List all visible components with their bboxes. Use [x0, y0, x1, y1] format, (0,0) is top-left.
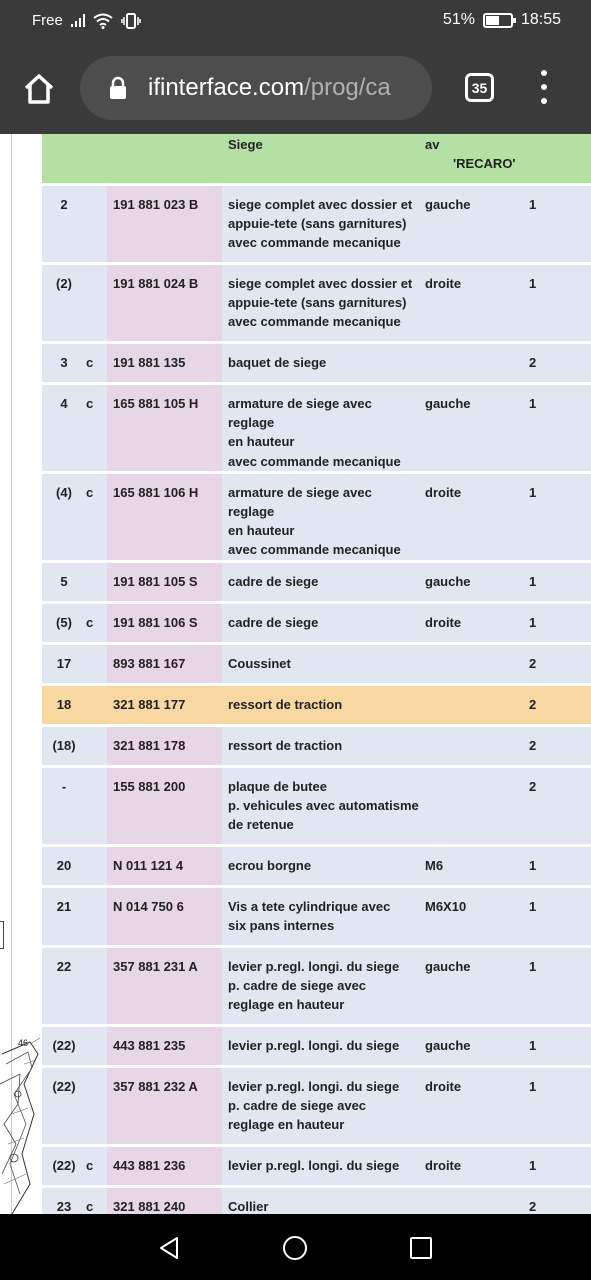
cell-pos: 3 — [42, 344, 86, 385]
table-row — [42, 1188, 591, 1214]
cell-flag — [86, 888, 107, 948]
cell-side: droite — [421, 1147, 519, 1188]
table-row — [42, 768, 591, 847]
desc-line: ressort de traction — [228, 696, 343, 712]
cell-qty: 1 — [519, 888, 591, 948]
cell-qty: 1 — [519, 385, 591, 474]
cell-qty: 2 — [519, 727, 591, 768]
cell-side: M6 — [421, 847, 519, 888]
desc-line: armature de siege avec reglage — [228, 396, 372, 431]
table-row — [42, 385, 591, 474]
desc-line: cadre de siege — [228, 573, 319, 589]
cell-side: gauche — [421, 186, 519, 265]
battery-percent: 51% — [442, 11, 475, 28]
cell-ref: 321 881 177 — [107, 686, 222, 727]
cell-side — [421, 344, 519, 385]
table-row — [42, 265, 591, 344]
table-row — [42, 474, 591, 563]
desc-line: Coussinet — [228, 655, 291, 671]
cell-flag: c — [86, 604, 107, 645]
cell-flag — [86, 847, 107, 888]
header-side — [421, 134, 591, 186]
url-path: /prog/ca — [304, 74, 391, 101]
cell-qty: 2 — [519, 768, 591, 847]
cell-pos: 17 — [42, 645, 86, 686]
cell-ref: 321 881 240 — [107, 1188, 222, 1214]
cell-flag: c — [86, 344, 107, 385]
cell-desc — [222, 686, 421, 727]
url-domain: ifinterface.com — [148, 74, 305, 101]
desc-line: siege complet avec dossier et — [228, 276, 413, 291]
table-row — [42, 1147, 591, 1188]
vibrate-icon — [121, 13, 141, 29]
cell-desc — [222, 888, 421, 948]
cell-ref: 443 881 236 — [107, 1147, 222, 1188]
cell-ref: N 011 121 4 — [107, 847, 222, 888]
cell-side: droite — [421, 1068, 519, 1147]
table-header-row — [42, 134, 591, 186]
table-row — [42, 604, 591, 645]
cell-desc — [222, 604, 421, 645]
desc-line: levier p.regl. longi. du siege — [228, 958, 400, 974]
cell-desc — [222, 645, 421, 686]
cell-desc — [222, 1188, 421, 1214]
cell-side: droite — [421, 265, 519, 344]
cell-qty: 1 — [519, 474, 591, 563]
cell-pos: 21 — [42, 888, 86, 948]
cell-flag: c — [86, 474, 107, 563]
desc-line: ecrou borgne — [228, 857, 312, 873]
home-icon — [22, 73, 56, 105]
desc-line: appuie-tete (sans garnitures) — [228, 216, 407, 232]
table-row — [42, 888, 591, 948]
header-qty-label: 'RECARO' — [453, 156, 516, 171]
cell-pos: (22) — [42, 1147, 86, 1188]
home-button[interactable] — [18, 68, 60, 110]
cell-side: M6X10 — [421, 888, 519, 948]
cell-ref: N 014 750 6 — [107, 888, 222, 948]
cell-desc — [222, 186, 421, 265]
cell-desc — [222, 948, 421, 1027]
cell-desc — [222, 768, 421, 847]
cell-pos: (18) — [42, 727, 86, 768]
cell-side — [421, 686, 519, 727]
desc-line: armature de siege avec reglage — [228, 484, 372, 520]
cell-qty: 1 — [519, 563, 591, 604]
cell-flag — [86, 645, 107, 686]
url-bar[interactable] — [80, 56, 432, 120]
lock-icon — [108, 76, 128, 100]
cell-pos: 4 — [42, 385, 86, 474]
desc-line: avec commande mecanique — [228, 314, 401, 330]
battery-icon — [483, 13, 513, 28]
cell-desc — [222, 1027, 421, 1068]
cell-desc — [222, 474, 421, 563]
status-bar — [0, 0, 591, 42]
overflow-menu-button[interactable] — [536, 70, 552, 104]
table-row — [42, 186, 591, 265]
clock: 18:55 — [520, 11, 561, 28]
header-flag — [86, 134, 107, 186]
cell-desc — [222, 847, 421, 888]
cell-pos: (22) — [42, 1027, 86, 1068]
figure-number: 46 — [18, 1038, 29, 1048]
desc-line: plaque de butee — [228, 778, 327, 794]
cell-ref: 321 881 178 — [107, 727, 222, 768]
cell-flag — [86, 727, 107, 768]
cell-side: gauche — [421, 385, 519, 474]
cell-ref: 357 881 232 A — [107, 1068, 222, 1147]
browser-toolbar — [0, 42, 591, 134]
cell-ref: 155 881 200 — [107, 768, 222, 847]
cell-qty: 1 — [519, 847, 591, 888]
desc-line: levier p.regl. longi. du siege — [228, 1157, 400, 1173]
desc-line: reglage en hauteur — [228, 997, 345, 1013]
cell-flag — [86, 768, 107, 847]
desc-line: cadre de siege — [228, 614, 319, 630]
cell-pos: 23 — [42, 1188, 86, 1214]
cell-side: droite — [421, 604, 519, 645]
cell-pos: - — [42, 768, 86, 847]
header-pos — [42, 134, 86, 186]
desc-line: six pans internes — [228, 917, 335, 933]
desc-line: baquet de siege — [228, 355, 327, 370]
cell-ref: 191 881 105 S — [107, 563, 222, 604]
desc-line: avec commande mecanique — [228, 453, 401, 469]
home-circle-icon[interactable] — [283, 1236, 307, 1260]
cell-desc — [222, 265, 421, 344]
wifi-icon — [93, 13, 113, 29]
cell-ref: 191 881 106 S — [107, 604, 222, 645]
desc-line: p. cadre de siege avec — [228, 1097, 367, 1113]
cell-flag — [86, 563, 107, 604]
desc-line: ressort de traction — [228, 737, 343, 753]
tab-switcher-button[interactable] — [465, 73, 494, 102]
cell-qty: 1 — [519, 1147, 591, 1188]
cell-ref: 893 881 167 — [107, 645, 222, 686]
table-row — [42, 727, 591, 768]
cell-ref: 191 881 024 B — [107, 265, 222, 344]
cell-desc — [222, 727, 421, 768]
back-icon[interactable] — [158, 1236, 180, 1260]
menu-dot-icon — [541, 84, 547, 90]
menu-dot-icon — [541, 70, 547, 76]
cell-pos: 20 — [42, 847, 86, 888]
desc-line: en hauteur — [228, 434, 295, 450]
url-text — [148, 74, 391, 102]
table-row — [42, 847, 591, 888]
desc-line: en hauteur — [228, 523, 295, 539]
cell-pos: (22) — [42, 1068, 86, 1147]
seat-diagram-image — [0, 1024, 44, 1214]
table-row — [42, 1068, 591, 1147]
cell-flag — [86, 1068, 107, 1147]
cell-ref: 165 881 105 H — [107, 385, 222, 474]
cell-ref: 443 881 235 — [107, 1027, 222, 1068]
table-row — [42, 563, 591, 604]
cell-side — [421, 727, 519, 768]
cell-qty: 1 — [519, 265, 591, 344]
cell-flag — [86, 186, 107, 265]
cell-qty: 1 — [519, 186, 591, 265]
cell-qty: 1 — [519, 1068, 591, 1147]
parts-table — [42, 134, 591, 1214]
cell-flag — [86, 265, 107, 344]
desc-line: levier p.regl. longi. du siege — [228, 1037, 400, 1053]
carrier-label: Free — [32, 12, 63, 29]
cell-qty: 2 — [519, 344, 591, 385]
cell-flag — [86, 1027, 107, 1068]
table-row — [42, 948, 591, 1027]
desc-line: avec commande mecanique — [228, 235, 401, 251]
cell-side: gauche — [421, 563, 519, 604]
cell-flag: c — [86, 1147, 107, 1188]
system-nav-bar — [0, 1214, 591, 1280]
cell-pos: 5 — [42, 563, 86, 604]
table-row — [42, 686, 591, 727]
cell-qty: 2 — [519, 1188, 591, 1214]
cell-qty: 2 — [519, 686, 591, 727]
cell-desc — [222, 1147, 421, 1188]
table-row — [42, 645, 591, 686]
cell-pos: 18 — [42, 686, 86, 727]
table-row — [42, 1027, 591, 1068]
cell-desc — [222, 344, 421, 385]
header-ref — [107, 134, 222, 186]
table-row — [42, 344, 591, 385]
desc-line: siege complet avec dossier et — [228, 197, 413, 212]
cell-side — [421, 768, 519, 847]
cell-ref: 191 881 023 B — [107, 186, 222, 265]
tab-count: 35 — [471, 79, 488, 96]
cell-side — [421, 1188, 519, 1214]
header-desc: Siege — [222, 134, 421, 186]
cell-qty: 1 — [519, 604, 591, 645]
desc-line: Collier — [228, 1198, 269, 1214]
desc-line: appuie-tete (sans garnitures) — [228, 295, 407, 311]
desc-line: Vis a tete cylindrique avec — [228, 898, 391, 914]
desc-line: de retenue — [228, 817, 294, 833]
page-content[interactable] — [0, 134, 591, 1214]
cell-side — [421, 645, 519, 686]
cell-pos: (5) — [42, 604, 86, 645]
cell-flag — [86, 948, 107, 1027]
cell-flag: c — [86, 385, 107, 474]
desc-line: levier p.regl. longi. du siege — [228, 1078, 400, 1094]
cell-pos: 22 — [42, 948, 86, 1027]
menu-dot-icon — [541, 98, 547, 104]
cell-qty: 1 — [519, 1027, 591, 1068]
cell-ref: 191 881 135 — [107, 344, 222, 385]
signal-icon — [71, 14, 85, 27]
cell-flag: c — [86, 1188, 107, 1214]
desc-line: p. vehicules avec automatisme — [228, 797, 419, 813]
header-side-label: av — [425, 137, 440, 152]
cell-ref: 165 881 106 H — [107, 474, 222, 563]
cell-pos: (2) — [42, 265, 86, 344]
cell-side: gauche — [421, 948, 519, 1027]
cell-pos: (4) — [42, 474, 86, 563]
desc-line: reglage en hauteur — [228, 1117, 345, 1133]
cell-side: gauche — [421, 1027, 519, 1068]
cell-qty: 1 — [519, 948, 591, 1027]
cell-pos: 2 — [42, 186, 86, 265]
drawing-bracket — [0, 921, 4, 949]
cell-qty: 2 — [519, 645, 591, 686]
desc-line: avec commande mecanique — [228, 542, 401, 558]
recent-apps-icon[interactable] — [410, 1237, 432, 1259]
cell-side: droite — [421, 474, 519, 563]
cell-ref: 357 881 231 A — [107, 948, 222, 1027]
cell-flag — [86, 686, 107, 727]
desc-line: p. cadre de siege avec — [228, 977, 367, 993]
cell-desc — [222, 1068, 421, 1147]
cell-desc — [222, 563, 421, 604]
cell-desc — [222, 385, 421, 474]
